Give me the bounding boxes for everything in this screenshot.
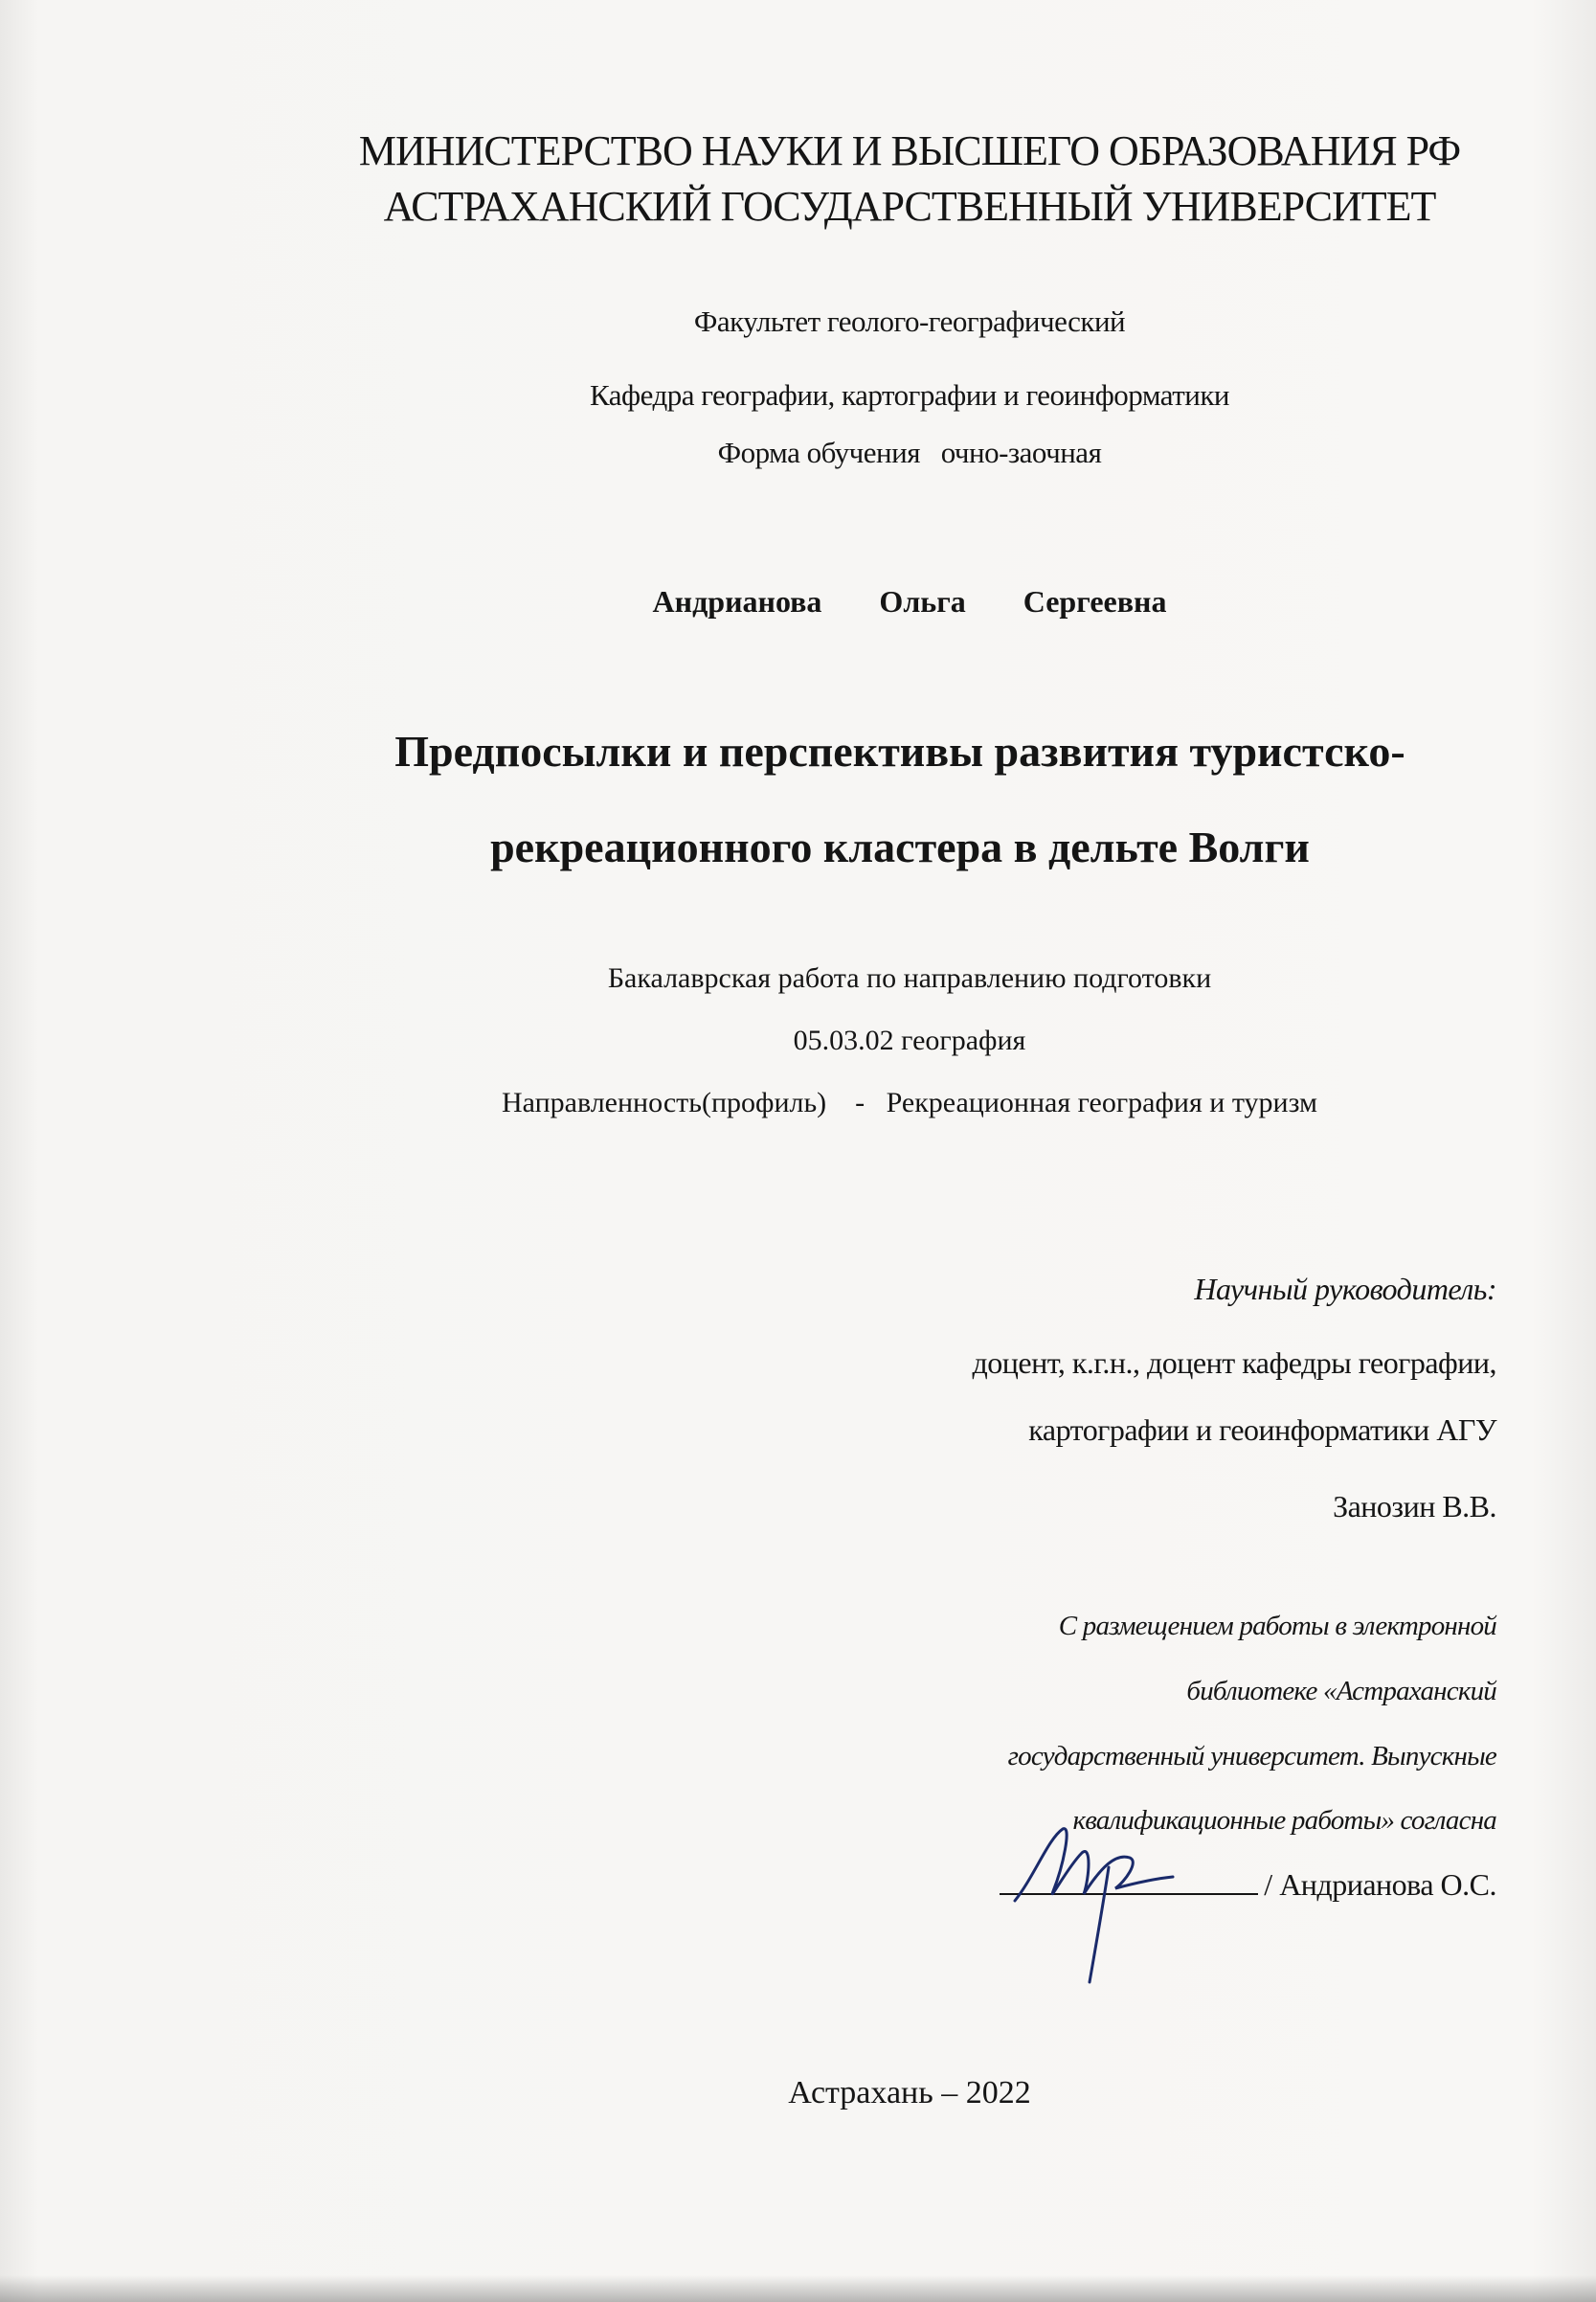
- thesis-title-line-1: Предпосылки и перспективы развития туристско-: [394, 727, 1405, 776]
- supervisor-name: Занозин В.В.: [1333, 1489, 1496, 1523]
- consent-line-4: квалификационные работы» согласна: [1072, 1805, 1496, 1836]
- specialty-code: 05.03.02 география: [793, 1025, 1026, 1056]
- consent-line-3: государственный университет. Выпускные: [1007, 1741, 1496, 1772]
- author-name: Андрианова Ольга Сергеевна: [652, 584, 1167, 619]
- supervisor-position-1: доцент, к.г.н., доцент кафедры географии,: [972, 1345, 1496, 1380]
- supervisor-position-2: картографии и геоинформатики АГУ: [1028, 1412, 1496, 1447]
- signature-stroke-2: [1090, 1867, 1109, 1982]
- consent-line-2: библиотеке «Астраханский: [1186, 1676, 1496, 1706]
- consent-line-1: С размещением работы в электронной: [1058, 1611, 1496, 1641]
- faculty-label: Факультет геолого-географический: [693, 305, 1126, 338]
- study-form-label: Форма обучения очно-заочная: [717, 436, 1102, 469]
- page-edge-shadow: [0, 2275, 1596, 2302]
- signer-name: / Андрианова О.С.: [1264, 1867, 1496, 1902]
- ministry-heading: МИНИСТЕРСТВО НАУКИ И ВЫСШЕГО ОБРАЗОВАНИЯ РФ: [358, 127, 1461, 174]
- profile-label: Направленность(профиль) - Рекреационная география и туризм: [501, 1087, 1318, 1118]
- university-heading: АСТРАХАНСКИЙ ГОСУДАРСТВЕННЫЙ УНИВЕРСИТЕТ: [383, 183, 1436, 230]
- department-label: Кафедра географии, картографии и геоинформатики: [590, 378, 1229, 412]
- signature-stroke-1: [1015, 1829, 1173, 1901]
- work-type: Бакалаврская работа по направлению подготовки: [607, 962, 1212, 994]
- handwritten-signature: [996, 1800, 1187, 1992]
- thesis-title-line-2: рекреационного кластера в дельте Волги: [490, 823, 1310, 871]
- supervisor-heading: Научный руководитель:: [1194, 1272, 1496, 1306]
- city-year: Астрахань – 2022: [788, 2075, 1031, 2110]
